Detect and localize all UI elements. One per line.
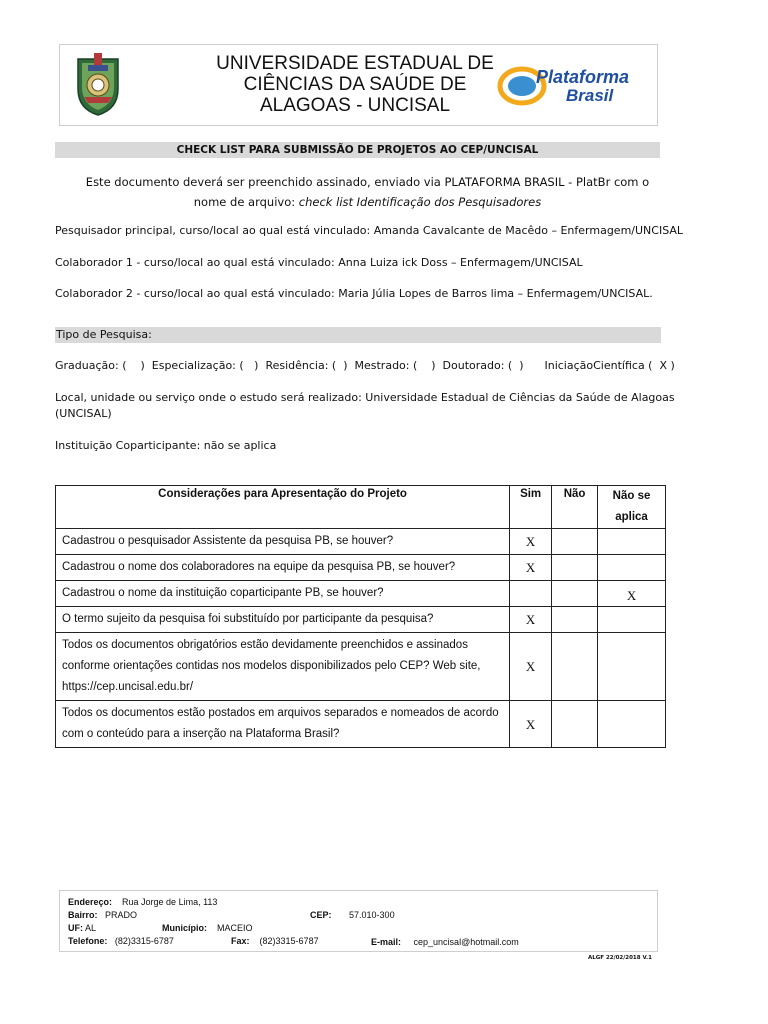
research-type-label: Tipo de Pesquisa: <box>55 327 661 343</box>
university-name-line-3: ALAGOAS - UNCISAL <box>259 95 451 116</box>
university-name-line-1: UNIVERSIDADE ESTADUAL DE <box>216 53 494 74</box>
document-code: ALGF 22/02/2018 V.1 <box>588 955 652 961</box>
sim-cell <box>510 581 552 607</box>
table-row <box>56 607 666 633</box>
email-line <box>371 937 519 948</box>
row-question: Cadastrou o nome dos colaboradores na equipe da pesquisa PB, se houver? <box>56 555 510 581</box>
na-cell <box>598 529 666 555</box>
table-row <box>56 581 666 607</box>
na-cell <box>598 607 666 633</box>
sim-cell: X <box>510 555 552 581</box>
header-nao-se-aplica: Não se aplica <box>598 486 666 529</box>
cep-value: 57.010-300 <box>349 910 395 920</box>
intro-paragraph <box>55 172 680 212</box>
municipio-label: Município: <box>162 923 207 933</box>
checklist-table <box>55 485 666 748</box>
nao-cell <box>552 581 598 607</box>
bairro-value: PRADO <box>105 910 138 920</box>
bairro-line <box>68 910 137 921</box>
intro-line-1: Este documento deverá ser preenchido assinado, enviado via PLATAFORMA BRASIL - PlatBr com o <box>85 175 650 189</box>
na-cell <box>598 555 666 581</box>
intro-line-2 <box>55 192 680 212</box>
intro-line-2-filename: check list Identificação dos Pesquisadores <box>298 195 542 209</box>
row-question: Todos os documentos obrigatórios estão devidamente preenchidos e assinados conforme orientações contidas nos modelos disponibilizados pelo CEP? Web site, https://cep.uncisal.edu.br/ <box>56 633 510 701</box>
row-question: Cadastrou o nome da instituição coparticipante PB, se houver? <box>56 581 510 607</box>
row-question: Todos os documentos estão postados em arquivos separados e nomeados de acordo com o conteúdo para a inserção na Plataforma Brasil? <box>56 701 510 748</box>
collaborator-1: Colaborador 1 - curso/local ao qual está vinculado: Anna Luiza ick Doss – Enfermagem/UNCISAL <box>55 256 583 269</box>
university-crest-icon <box>74 51 122 117</box>
nao-cell <box>552 529 598 555</box>
municipio-value: MACEIO <box>217 923 253 933</box>
endereco-label: Endereço: <box>68 897 113 907</box>
nao-cell <box>552 555 598 581</box>
study-location-line-2: (UNCISAL) <box>55 407 112 420</box>
principal-researcher: Pesquisador principal, curso/local ao qual está vinculado: Amanda Cavalcante de Macêdo – Enfermagem/UNCISAL <box>55 224 684 237</box>
header-nao: Não <box>552 486 598 529</box>
fax-line <box>231 936 319 947</box>
logo-text-line-2: Brasil <box>566 86 614 105</box>
table-row <box>56 555 666 581</box>
sim-cell: X <box>510 701 552 748</box>
collaborator-2: Colaborador 2 - curso/local ao qual está vinculado: Maria Júlia Lopes de Barros lima – Enfermagem/UNCISAL. <box>55 287 653 300</box>
co-participant-institution: Instituição Coparticipante: não se aplica <box>55 439 277 452</box>
table-row <box>56 701 666 748</box>
municipio-line <box>162 923 253 934</box>
sim-cell: X <box>510 607 552 633</box>
study-location-line-1: Local, unidade ou serviço onde o estudo será realizado: Universidade Estadual de Ciências da Saúde de Alagoas <box>55 391 675 404</box>
address-line <box>68 897 217 908</box>
nao-cell <box>552 633 598 701</box>
logo-text-line-1: Plataforma <box>536 67 630 87</box>
na-cell <box>598 633 666 701</box>
uf-value: AL <box>85 923 97 933</box>
footer-address <box>59 890 658 952</box>
telefone-value: (82)3315-6787 <box>114 936 174 946</box>
university-name <box>210 53 500 116</box>
header-consideracoes: Considerações para Apresentação do Projeto <box>56 486 510 529</box>
checklist-title: CHECK LIST PARA SUBMISSÃO DE PROJETOS AO CEP/UNCISAL <box>55 142 660 158</box>
na-cell: X <box>598 581 666 607</box>
sim-cell: X <box>510 529 552 555</box>
table-row <box>56 529 666 555</box>
sim-cell: X <box>510 633 552 701</box>
row-question: O termo sujeito da pesquisa foi substituído por participante da pesquisa? <box>56 607 510 633</box>
document-header <box>59 44 658 126</box>
nao-cell <box>552 701 598 748</box>
cep-line <box>310 910 395 921</box>
nao-cell <box>552 607 598 633</box>
row-question: Cadastrou o pesquisador Assistente da pesquisa PB, se houver? <box>56 529 510 555</box>
telefone-line <box>68 936 174 947</box>
fax-value: (82)3315-6787 <box>259 936 319 946</box>
telefone-label: Telefone: <box>68 936 108 946</box>
na-cell <box>598 701 666 748</box>
fax-label: Fax: <box>231 936 250 946</box>
research-type-options: Graduação: ( ) Especialização: ( ) Residência: ( ) Mestrado: ( ) Doutorado: ( ) IniciaçãoCientífica ( X ) <box>55 359 675 372</box>
university-name-line-2: CIÊNCIAS DA SAÚDE DE <box>243 74 467 95</box>
uf-label: UF: <box>68 923 83 933</box>
email-value: cep_uncisal@hotmail.com <box>413 937 519 947</box>
table-header-row <box>56 486 666 529</box>
email-label: E-mail: <box>371 937 402 947</box>
table-row <box>56 633 666 701</box>
cep-label: CEP: <box>310 910 332 920</box>
uf-line <box>68 923 96 934</box>
header-sim: Sim <box>510 486 552 529</box>
endereco-value: Rua Jorge de Lima, 113 <box>122 897 218 907</box>
bairro-label: Bairro: <box>68 910 98 920</box>
plataforma-brasil-logo <box>492 61 652 107</box>
intro-line-2-prefix: nome de arquivo: <box>193 195 299 209</box>
